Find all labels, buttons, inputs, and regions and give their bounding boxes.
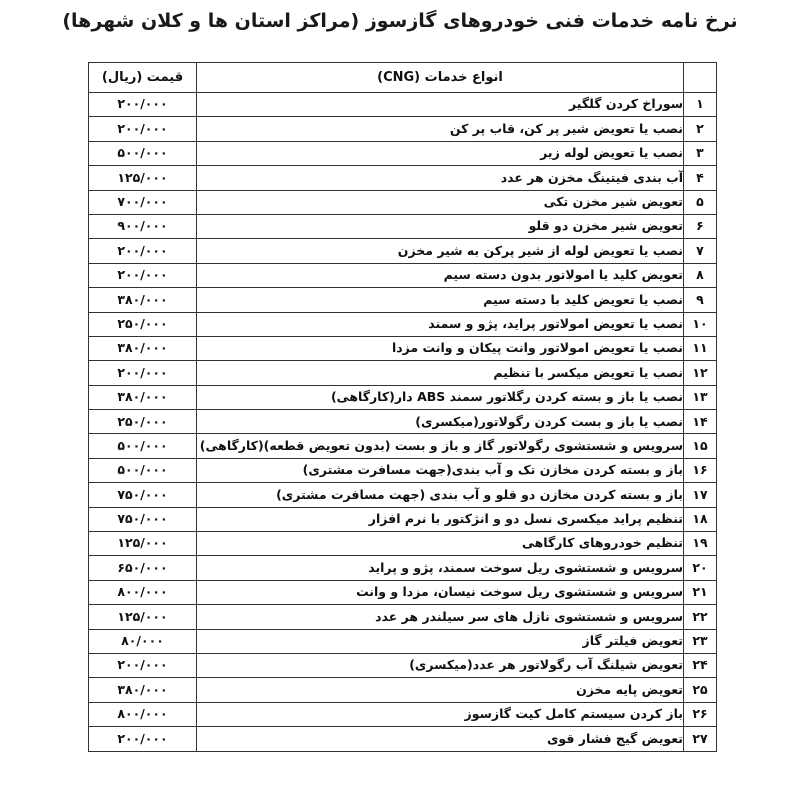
row-price: ۱۲۵/۰۰۰ (89, 532, 197, 556)
table-row (89, 629, 717, 653)
row-service: نصب یا تعویض امولاتور پراید، پژو و سمند (197, 312, 684, 336)
table-row (89, 507, 717, 531)
row-number: ۱۶ (684, 458, 717, 482)
row-number: ۱ (684, 93, 717, 117)
page-title: نرخ نامه خدمات فنی خودروهای گازسوز (مراکز استان ها و کلان شهرها) (62, 10, 738, 32)
row-number: ۴ (684, 166, 717, 190)
table-row (89, 410, 717, 434)
row-price: ۳۸۰/۰۰۰ (89, 385, 197, 409)
row-number: ۲۷ (684, 727, 717, 751)
table-row (89, 556, 717, 580)
row-number: ۱۰ (684, 312, 717, 336)
row-service: تنظیم پراید میکسری نسل دو و انژکتور با نرم افزار (197, 507, 684, 531)
row-number: ۲۰ (684, 556, 717, 580)
row-service: تعویض گیج فشار قوی (197, 727, 684, 751)
row-service: باز و بسته کردن مخازن تک و آب بندی(جهت مسافرت مشتری) (197, 458, 684, 482)
row-price: ۷۵۰/۰۰۰ (89, 483, 197, 507)
row-number: ۲۵ (684, 678, 717, 702)
table-row (89, 117, 717, 141)
row-service: سرویس و شستشوی نازل های سر سیلندر هر عدد (197, 605, 684, 629)
row-number: ۱۳ (684, 385, 717, 409)
header-number (684, 63, 717, 93)
row-service: نصب یا باز و بست کردن رگولاتور(میکسری) (197, 410, 684, 434)
table-row (89, 361, 717, 385)
row-price: ۷۰۰/۰۰۰ (89, 190, 197, 214)
row-price: ۸۰/۰۰۰ (89, 629, 197, 653)
row-price: ۲۰۰/۰۰۰ (89, 653, 197, 677)
row-price: ۱۲۵/۰۰۰ (89, 166, 197, 190)
row-service: سرویس و شستشوی ریل سوخت سمند، پژو و پراید (197, 556, 684, 580)
row-price: ۱۲۵/۰۰۰ (89, 605, 197, 629)
row-service: نصب یا تعویض میکسر با تنظیم (197, 361, 684, 385)
table-row (89, 336, 717, 360)
row-service: سوراخ کردن گلگیر (197, 93, 684, 117)
row-number: ۱۴ (684, 410, 717, 434)
table-row (89, 263, 717, 287)
row-number: ۶ (684, 214, 717, 238)
table-row (89, 214, 717, 238)
table-row (89, 458, 717, 482)
row-price: ۵۰۰/۰۰۰ (89, 141, 197, 165)
table-row (89, 605, 717, 629)
row-number: ۲۲ (684, 605, 717, 629)
table-row (89, 702, 717, 726)
row-number: ۲۳ (684, 629, 717, 653)
table-row (89, 653, 717, 677)
row-price: ۳۸۰/۰۰۰ (89, 678, 197, 702)
row-price: ۲۵۰/۰۰۰ (89, 312, 197, 336)
row-service: تعویض فیلتر گاز (197, 629, 684, 653)
price-table (88, 62, 717, 752)
row-number: ۳ (684, 141, 717, 165)
table-row (89, 288, 717, 312)
row-number: ۱۹ (684, 532, 717, 556)
row-number: ۲۴ (684, 653, 717, 677)
row-number: ۲۶ (684, 702, 717, 726)
row-service: سرویس و شستشوی ریل سوخت نیسان، مزدا و وانت (197, 580, 684, 604)
table-row (89, 166, 717, 190)
row-number: ۲۱ (684, 580, 717, 604)
header-price: قیمت (ریال) (89, 63, 197, 93)
table-row (89, 93, 717, 117)
table-header-row (89, 63, 717, 93)
row-number: ۹ (684, 288, 717, 312)
row-service: نصب یا باز و بسته کردن رگلاتور سمند ABS دار(کارگاهی) (197, 385, 684, 409)
row-number: ۲ (684, 117, 717, 141)
table-row (89, 727, 717, 751)
row-price: ۸۰۰/۰۰۰ (89, 580, 197, 604)
table-row (89, 678, 717, 702)
row-service: نصب یا تعویض امولاتور وانت پیکان و وانت مزدا (197, 336, 684, 360)
row-service: نصب یا تعویض لوله از شیر پرکن به شیر مخزن (197, 239, 684, 263)
table-row (89, 190, 717, 214)
table-row (89, 141, 717, 165)
row-service: تعویض شیر مخزن تکی (197, 190, 684, 214)
row-service: تعویض شیر مخزن دو قلو (197, 214, 684, 238)
row-service: نصب یا تعویض لوله زیر (197, 141, 684, 165)
table-row (89, 434, 717, 458)
row-number: ۷ (684, 239, 717, 263)
row-price: ۵۰۰/۰۰۰ (89, 434, 197, 458)
row-price: ۲۰۰/۰۰۰ (89, 727, 197, 751)
table-row (89, 312, 717, 336)
row-price: ۲۰۰/۰۰۰ (89, 239, 197, 263)
row-number: ۱۷ (684, 483, 717, 507)
row-price: ۲۰۰/۰۰۰ (89, 117, 197, 141)
row-service: تعویض پایه مخزن (197, 678, 684, 702)
row-service: نصب یا تعویض شیر پر کن، قاب پر کن (197, 117, 684, 141)
header-service: انواع خدمات (CNG) (197, 63, 684, 93)
table-row (89, 239, 717, 263)
row-price: ۷۵۰/۰۰۰ (89, 507, 197, 531)
row-price: ۸۰۰/۰۰۰ (89, 702, 197, 726)
row-service: باز کردن سیستم کامل کیت گازسوز (197, 702, 684, 726)
row-price: ۲۰۰/۰۰۰ (89, 93, 197, 117)
row-number: ۱۱ (684, 336, 717, 360)
row-service: تعویض شیلنگ آب رگولاتور هر عدد(میکسری) (197, 653, 684, 677)
row-service: آب بندی فیتینگ مخزن هر عدد (197, 166, 684, 190)
row-service: تنظیم خودروهای کارگاهی (197, 532, 684, 556)
table-row (89, 532, 717, 556)
row-number: ۱۸ (684, 507, 717, 531)
table-row (89, 580, 717, 604)
row-number: ۵ (684, 190, 717, 214)
row-price: ۹۰۰/۰۰۰ (89, 214, 197, 238)
row-price: ۲۰۰/۰۰۰ (89, 361, 197, 385)
row-price: ۳۸۰/۰۰۰ (89, 336, 197, 360)
row-service: باز و بسته کردن مخازن دو قلو و آب بندی (جهت مسافرت مشتری) (197, 483, 684, 507)
row-number: ۱۲ (684, 361, 717, 385)
row-service: سرویس و شستشوی رگولاتور گاز و باز و بست (بدون تعویض قطعه)(کارگاهی) (197, 434, 684, 458)
row-price: ۶۵۰/۰۰۰ (89, 556, 197, 580)
row-number: ۱۵ (684, 434, 717, 458)
table-row (89, 483, 717, 507)
row-number: ۸ (684, 263, 717, 287)
table-row (89, 385, 717, 409)
row-price: ۳۸۰/۰۰۰ (89, 288, 197, 312)
row-service: تعویض کلید یا امولاتور بدون دسته سیم (197, 263, 684, 287)
row-price: ۵۰۰/۰۰۰ (89, 458, 197, 482)
row-service: نصب یا تعویض کلید با دسته سیم (197, 288, 684, 312)
row-price: ۲۰۰/۰۰۰ (89, 263, 197, 287)
row-price: ۲۵۰/۰۰۰ (89, 410, 197, 434)
